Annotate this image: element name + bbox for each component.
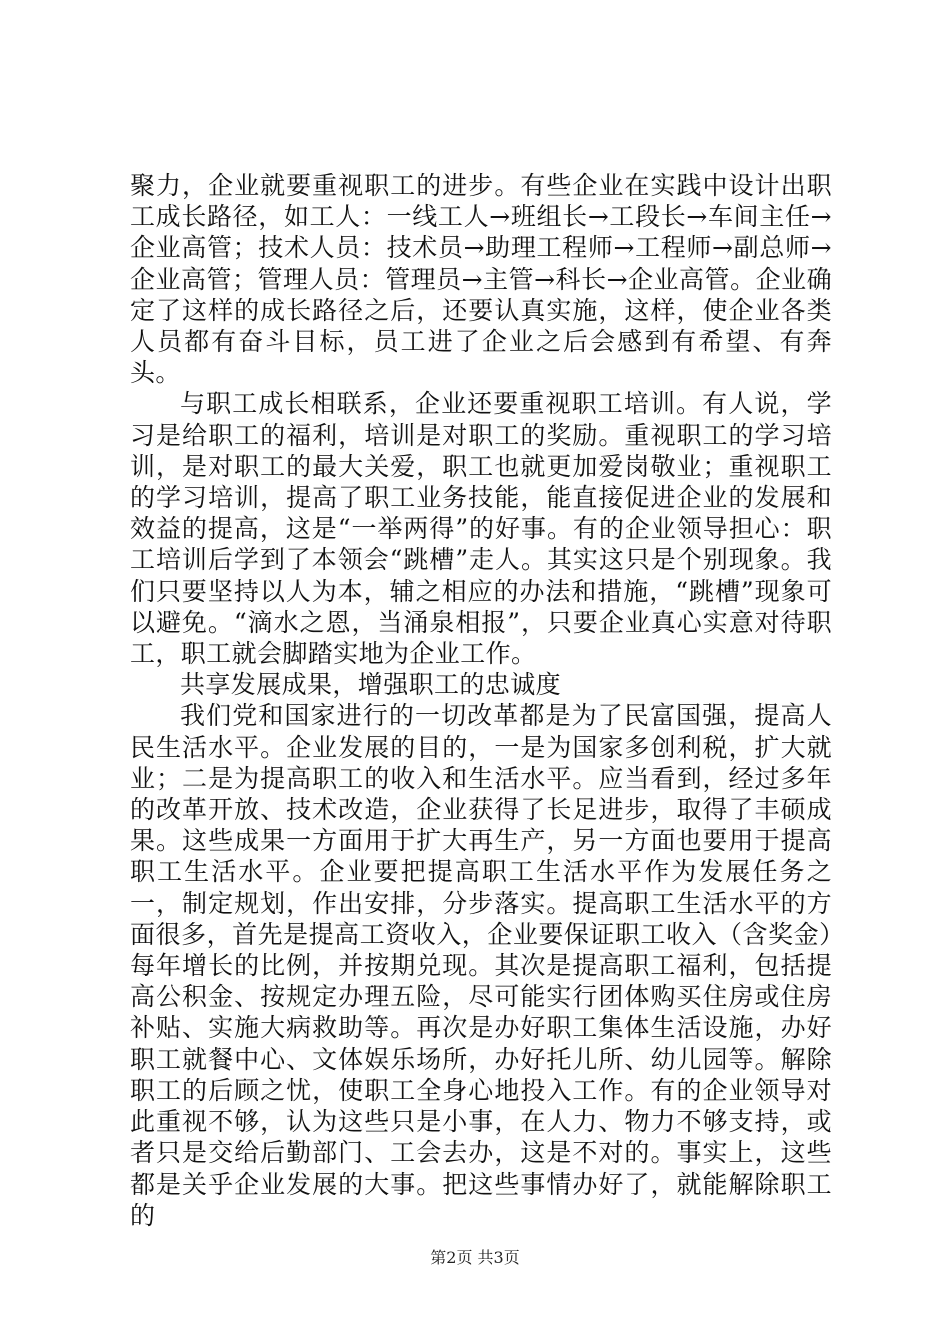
paragraph: 与职工成长相联系，企业还要重视职工培训。有人说，学习是给职工的福利，培训是对职工的奖励。重视职工的学习培训，是对职工的最大关爱，职工也就更加爱岗敬业；重视职工的学习培训，提高了职工业务技能，能直接促进企业的发展和效益的提高，这是“一举两得”的好事。有的企业领导担心：职工培训后学到了本领会“跳槽”走人。其实这只是个别现象。我们只要坚持以人为本，辅之相应的办法和措施，“跳槽”现象可以避免。“滴水之恩，当涌泉相报”，只要企业真心实意对待职工，职工就会脚踏实地为企业工作。 <box>130 389 832 669</box>
paragraph: 我们党和国家进行的一切改革都是为了民富国强，提高人民生活水平。企业发展的目的，一是为国家多创利税，扩大就业；二是为提高职工的收入和生活水平。应当看到，经过多年的改革开放、技术改造，企业获得了长足进步，取得了丰硕成果。这些成果一方面用于扩大再生产，另一方面也要用于提高职工生活水平。企业要把提高职工生活水平作为发展任务之一，制定规划，作出安排，分步落实。提高职工生活水平的方面很多，首先是提高工资收入，企业要保证职工收入（含奖金）每年增长的比例，并按期兑现。其次是提高职工福利，包括提高公积金、按规定办理五险，尽可能实行团体购买住房或住房补贴、实施大病救助等。再次是办好职工集体生活设施，办好职工就餐中心、文体娱乐场所，办好托儿所、幼儿园等。解除职工的后顾之忧，使职工全身心地投入工作。有的企业领导对此重视不够，认为这些只是小事，在人力、物力不够支持，或者只是交给后勤部门、工会去办，这是不对的。事实上，这些都是关乎企业发展的大事。把这些事情办好了，就能解除职工的 <box>130 701 832 1230</box>
paragraph: 聚力，企业就要重视职工的进步。有些企业在实践中设计出职工成长路径，如工人：一线工人→班组长→工段长→车间主任→企业高管；技术人员：技术员→助理工程师→工程师→副总师→企业高管；管理人员：管理员→主管→科长→企业高管。企业确定了这样的成长路径之后，还要认真实施，这样，使企业各类人员都有奋斗目标，员工进了企业之后会感到有希望、有奔头。 <box>130 171 832 388</box>
document-body <box>130 170 832 1231</box>
page-number: 第2页 共3页 <box>430 1248 520 1267</box>
section-heading: 共享发展成果，增强职工的忠诚度 <box>180 670 562 700</box>
page-footer <box>0 1245 950 1268</box>
